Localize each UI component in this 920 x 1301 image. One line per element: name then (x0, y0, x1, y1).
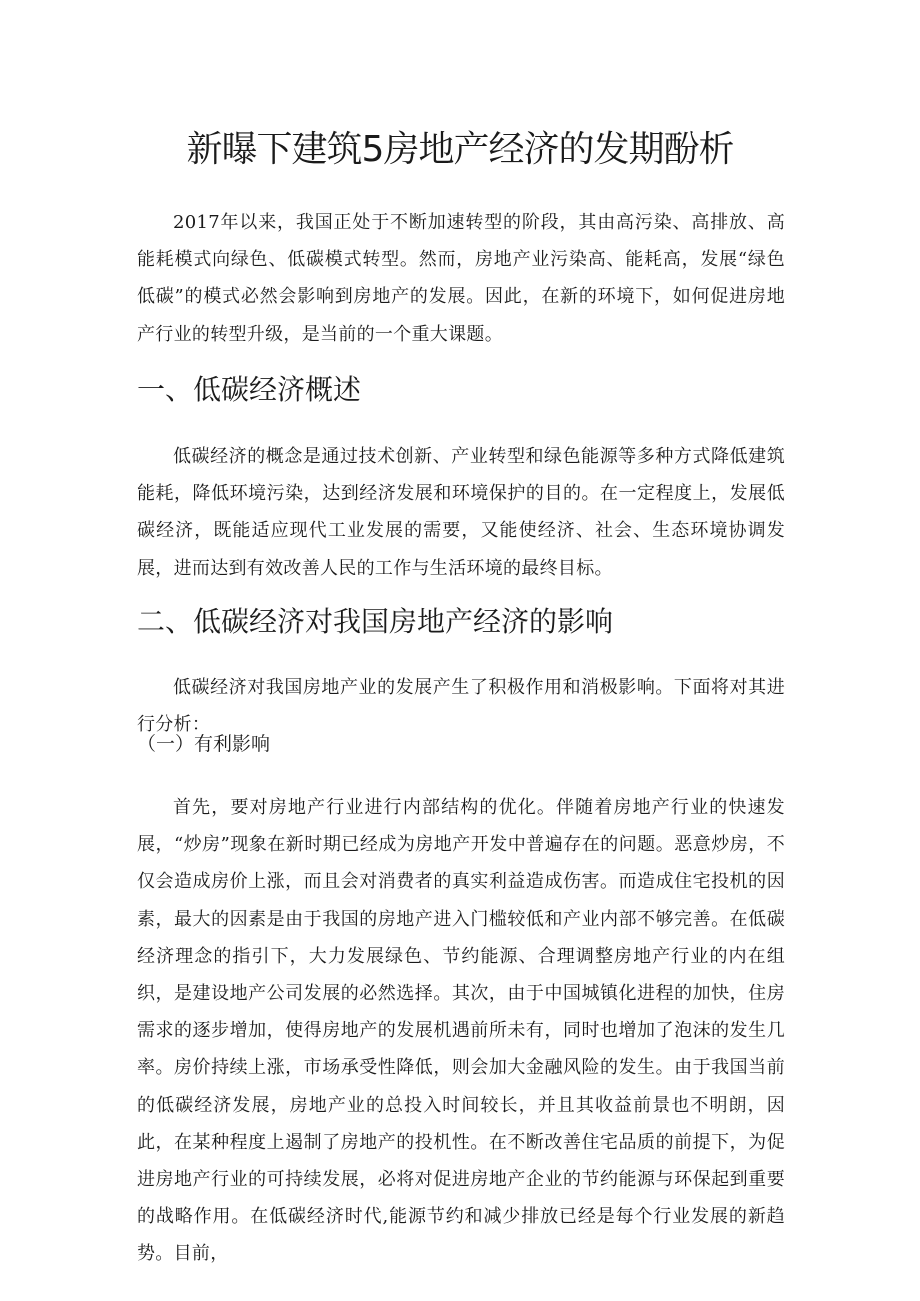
section-heading-impact: 二、低碳经济对我国房地产经济的影响 (137, 605, 614, 638)
section-heading-overview: 一、低碳经济概述 (137, 373, 362, 406)
subsection-heading-positive: （一）有利影响 (137, 733, 271, 755)
overview-paragraph: 低碳经济的概念是通过技术创新、产业转型和绿色能源等多种方式降低建筑能耗，降低环境污染，达到经济发展和环境保护的目的。在一定程度上，发展低碳经济，既能适应现代工业发展的需要，又能使经济、社会、生态环境协调发展，进而达到有效改善人民的工作与生活环境的最终目标。 (137, 446, 785, 579)
intro-paragraph: 2017年以来，我国正处于不断加速转型的阶段，其由高污染、高排放、高能耗模式向绿色、低碳模式转型。然而，房地产业污染高、能耗高，发展“绿色低碳”的模式必然会影响到房地产的发展。因此，在新的环境下，如何促进房地产行业的转型升级，是当前的一个重大课题。 (137, 212, 785, 345)
impact-intro-paragraph: 低碳经济对我国房地产业的发展产生了积极作用和消极影响。下面将对其进行分析： (137, 677, 785, 736)
document-title: 新曝下建筑5房地产经济的发期酚析 (186, 129, 734, 170)
positive-impact-paragraph: 首先，要对房地产行业进行内部结构的优化。伴随着房地产行业的快速发展，“炒房”现象在新时期已经成为房地产开发中普遍存在的问题。恶意炒房，不仅会造成房价上涨，而且会对消费者的真实利益造成伤害。而造成住宅投机的因素，最大的因素是由于我国的房地产进入门槛较低和产业内部不够完善。在低碳经济理念的指引下，大力发展绿色、节约能源、合理调整房地产行业的内在组织，是建设地产公司发展的必然选择。其次，由于中国城镇化进程的加快，住房需求的逐步增加，使得房地产的发展机遇前所未有，同时也增加了泡沫的发生几率。房价持续上涨，市场承受性降低，则会加大金融风险的发生。由于我国当前的低碳经济发展，房地产业的总投入时间较长，并且其收益前景也不明朗，因此，在某种程度上遏制了房地产的投机性。在不断改善住宅品质的前提下，为促进房地产行业的可持续发展，必将对促进房地产企业的节约能源与环保起到重要的战略作用。在低碳经济时代,能源节约和减少排放已经是每个行业发展的新趋势。目前， (137, 797, 785, 1265)
